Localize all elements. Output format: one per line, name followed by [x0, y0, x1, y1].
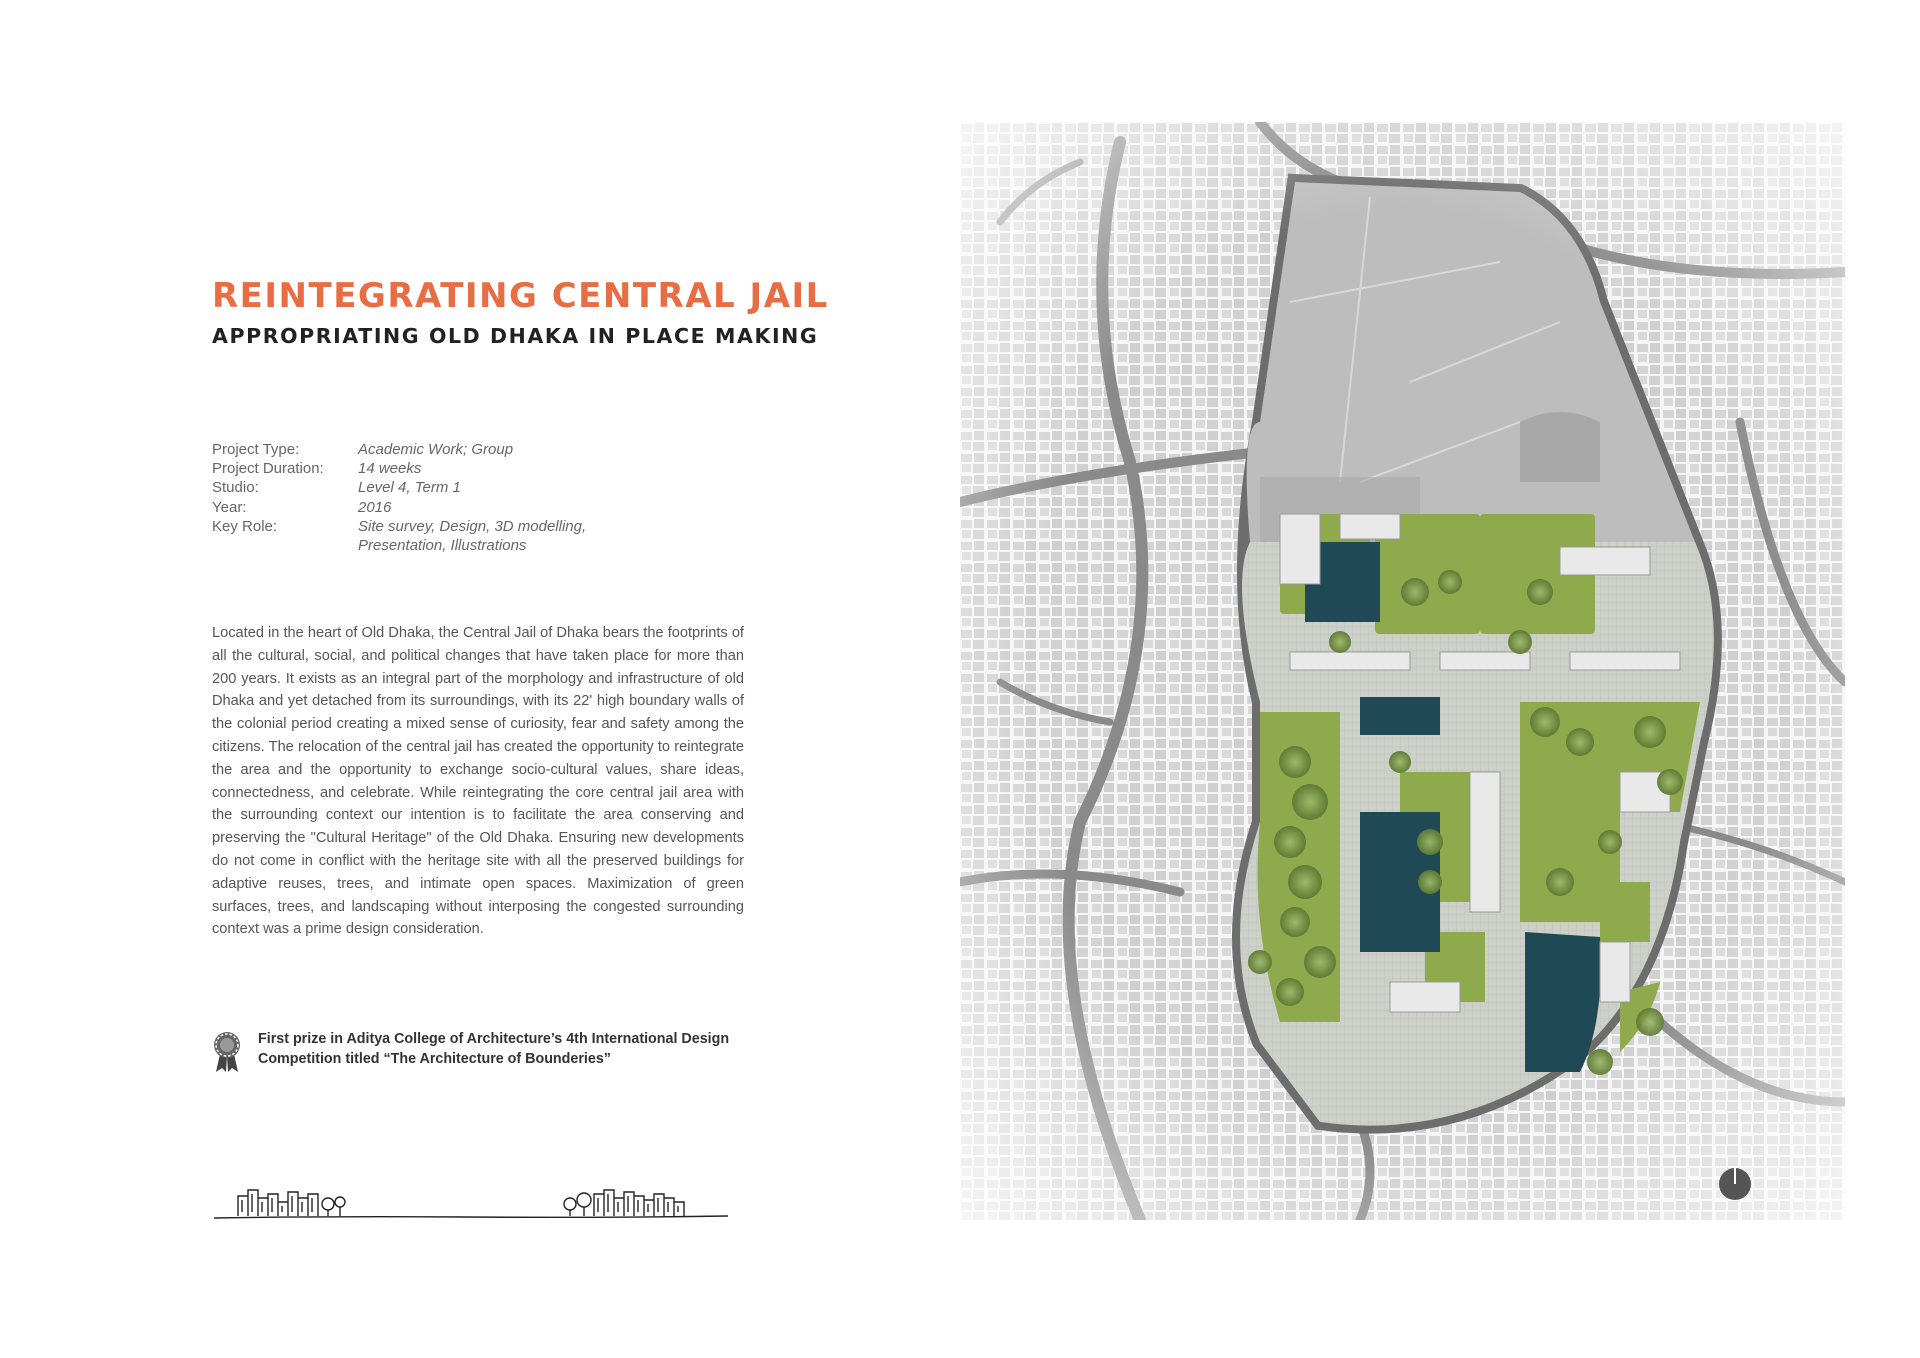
key-role-row: [212, 517, 618, 555]
project-type-label: Project Type:: [212, 441, 300, 458]
key-role-label: Key Role:: [212, 517, 278, 535]
project-type-value: Academic Work; Group: [358, 441, 514, 458]
site-master-plan: [960, 122, 1845, 1220]
award-note: [212, 1030, 778, 1074]
project-description: Located in the heart of Old Dhaka, the Central Jail of Dhaka bears the footprints of all the cultural, social, and political changes that have taken place for more than 200 years. It exists as an integral part of the morphology and infrastructure of old Dhaka and yet detached from its surroundings, with its 22' high boundary walls of the colonial period creating a mixed sense of curiosity, fear and safety among the citizens. The relocation of the central jail has created the opportunity to reintegrate the area and the opportunity to exchange socio-cultural values, share ideas, connectedness, and celebrate. While reintegrating the core central jail area with the surrounding context our intention is to facilitate the area conserving and preserving the "Cultural Heritage" of the Old Dhaka. Ensuring new developments do not come in conflict with the heritage site with all the preserved buildings for adaptive reuses, trees, and intimate open spaces. Maximization of green surfaces, trees, and landscaping without interposing the congested surrounding context was a prime design consideration.: [212, 625, 744, 938]
project-type-row: [212, 440, 618, 459]
award-text: First prize in Aditya College of Architecture’s 4th International Design Competition titled “The Architecture of Bounderies”: [258, 1031, 730, 1067]
year-label: Year:: [212, 498, 247, 516]
studio-value: Level 4, Term 1: [358, 479, 461, 497]
project-duration-value: 14 weeks: [358, 460, 422, 478]
north-arrow-icon: [1719, 1168, 1751, 1200]
project-duration-label: Project Duration:: [212, 460, 324, 478]
page-subtitle: APPROPRIATING OLD DHAKA IN PLACE MAKING: [212, 324, 819, 348]
project-info-table: [212, 440, 618, 555]
year-row: [212, 498, 618, 517]
studio-row: [212, 478, 618, 497]
studio-label: Studio:: [212, 479, 259, 497]
key-role-value: Site survey, Design, 3D modelling, Presentation, Illustrations: [358, 517, 587, 555]
skyline-sketch-icon: [214, 1182, 728, 1222]
award-ribbon-icon: [212, 1030, 242, 1074]
project-duration-row: [212, 459, 618, 478]
page-title: REINTEGRATING CENTRAL JAIL: [212, 276, 829, 316]
year-value: 2016: [358, 498, 392, 516]
